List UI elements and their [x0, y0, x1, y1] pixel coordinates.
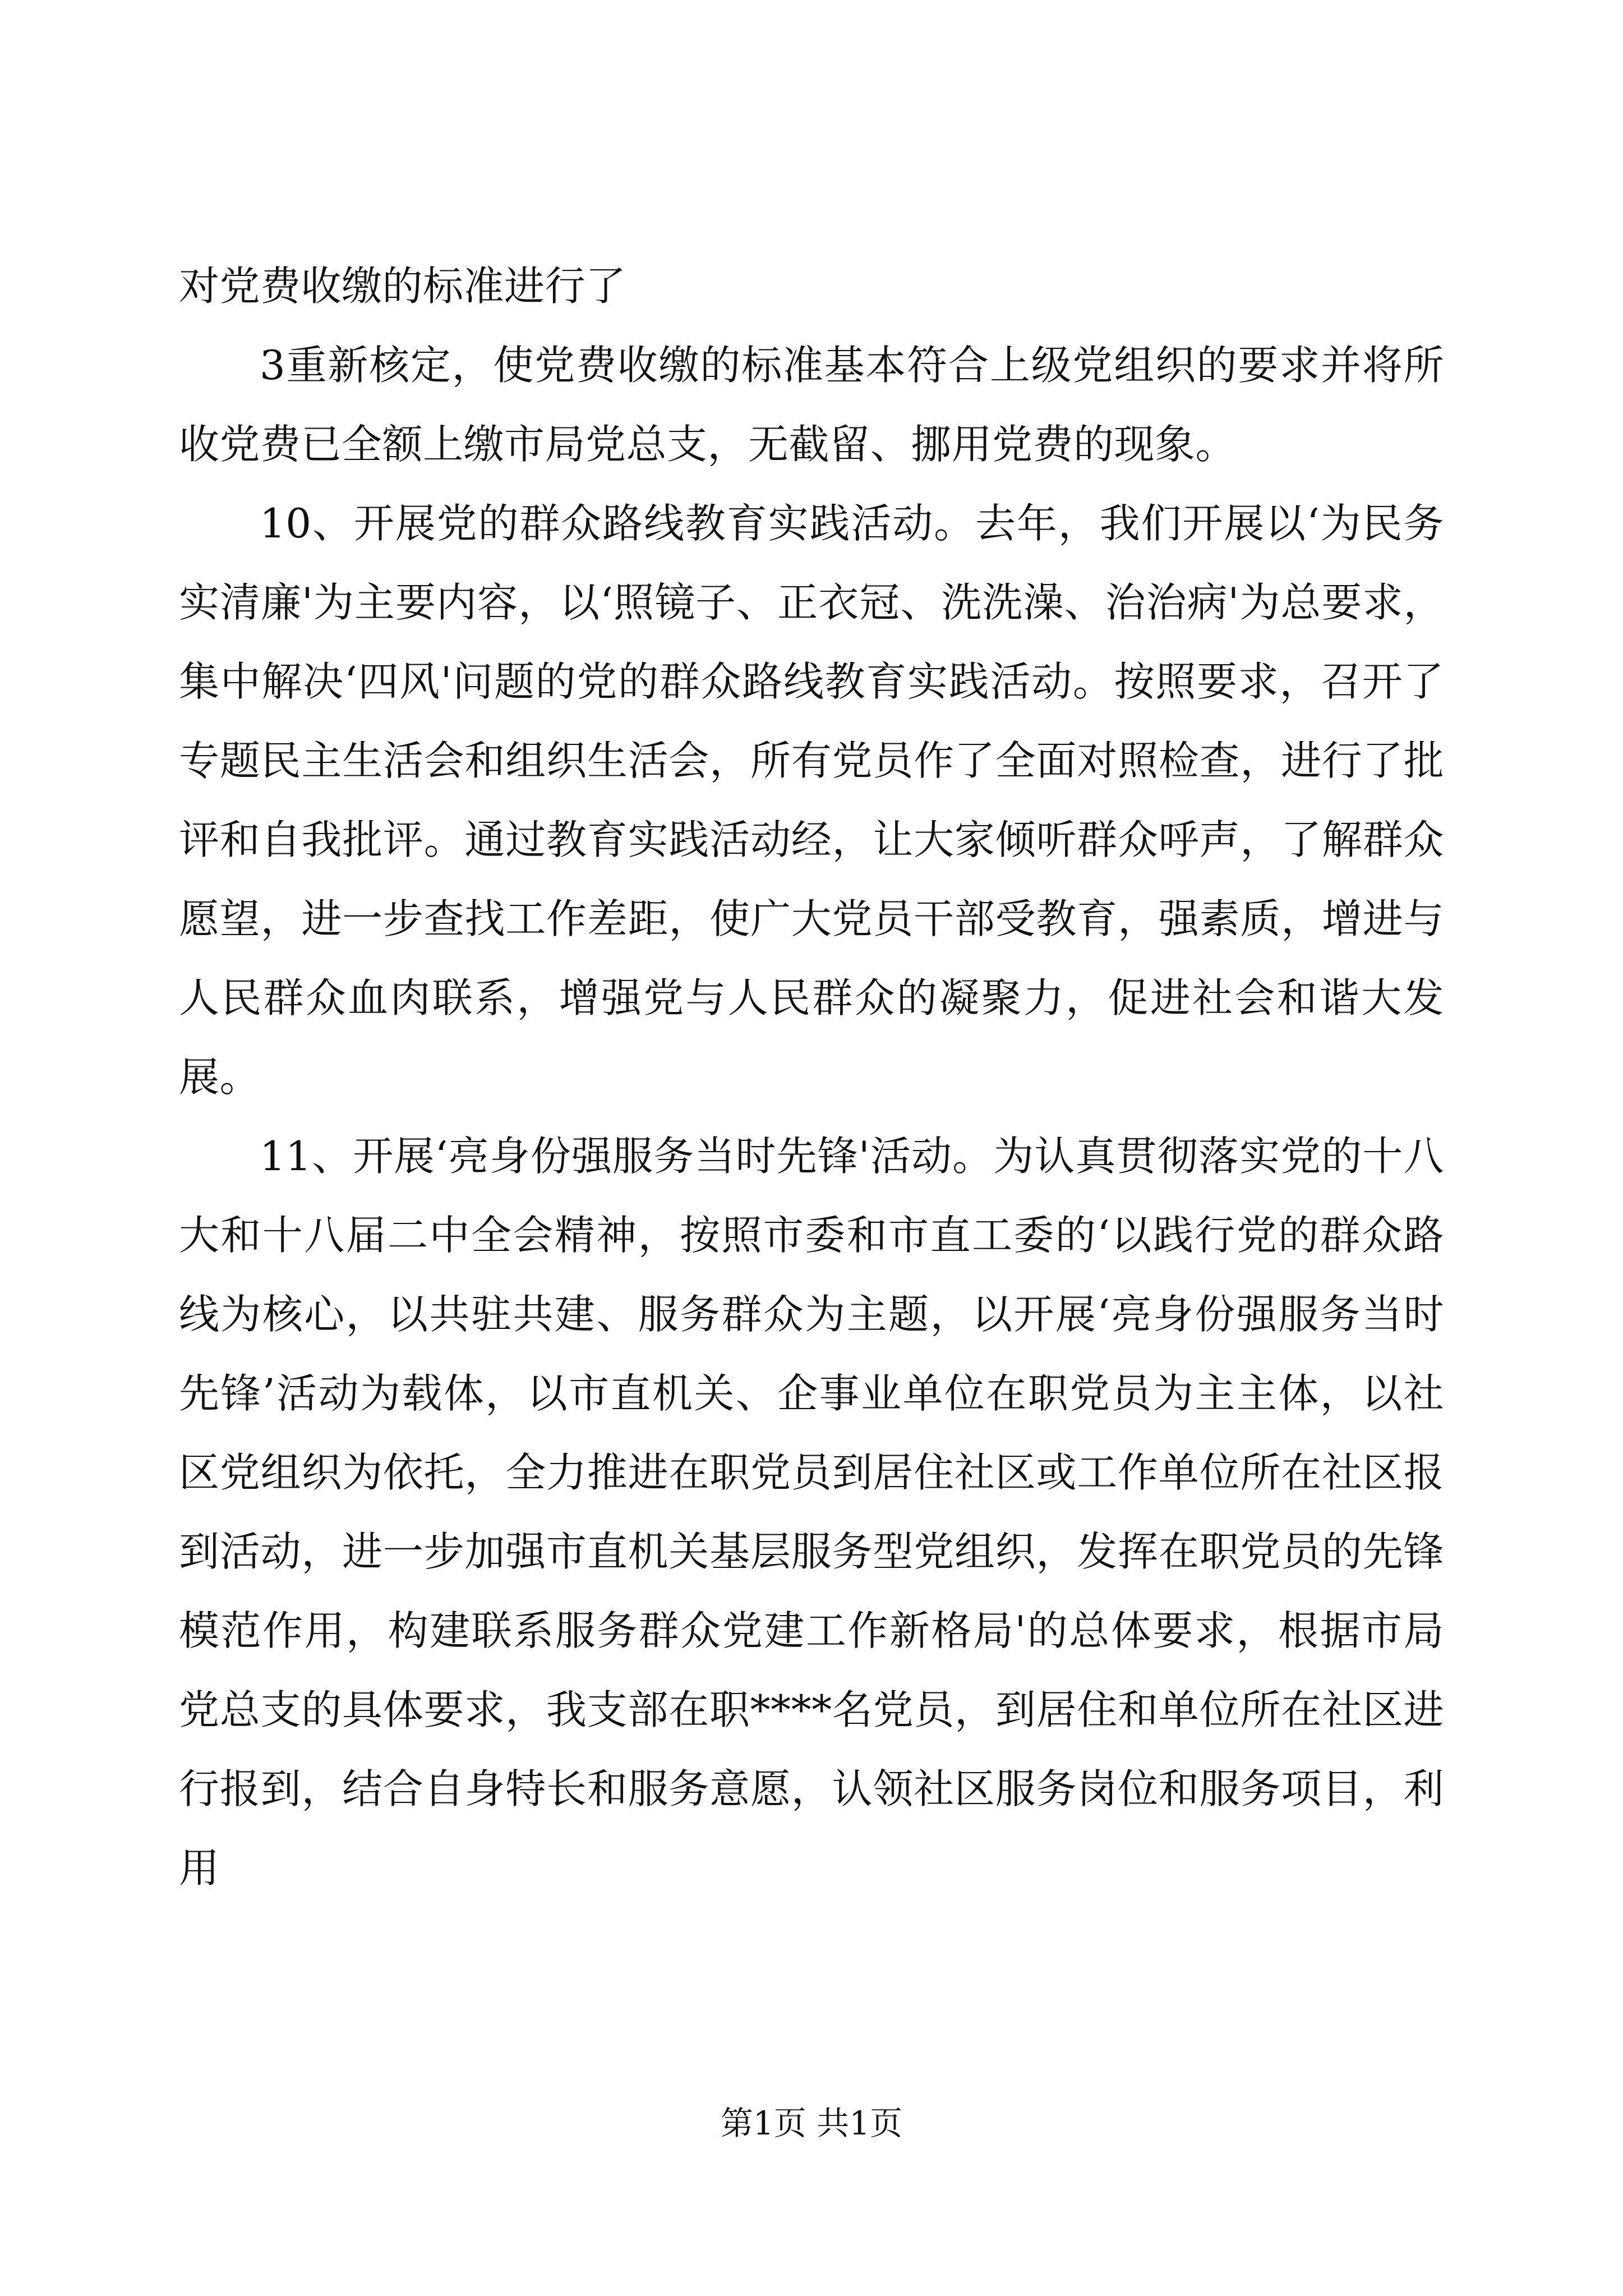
page-footer [0, 2101, 1623, 2146]
page-number: 第1页 共1页 [720, 2104, 903, 2142]
paragraph-1: 对党费收缴的标准进行了 [179, 263, 626, 310]
paragraph-2: 3重新核定，使党费收缴的标准基本符合上级党组织的要求并将所收党费已全额上缴市局党总支，无截留、挪用党费的现象。 [179, 342, 1444, 468]
paragraph-4: 11、开展‘亮身份强服务当时先锋'活动。为认真贯彻落实党的十八大和十八届二中全会精神，按照市委和市直工委的‘以践行党的群众路线为核心，以共驻共建、服务群众为主题，以开展‘亮身份强服务当时先锋’活动为载体，以市直机关、企事业单位在职党员为主主体，以社区党组织为依托，全力推进在职党员到居住社区或工作单位所在社区报到活动，进一步加强市直机关基层服务型党组织，发挥在职党员的先锋模范作用，构建联系服务群众党建工作新格局'的总体要求，根据市局党总支的具体要求，我支部在职****名党员，到居住和单位所在社区进行报到，结合自身特长和服务意愿，认领社区服务岗位和服务项目，利用 [179, 1133, 1444, 1892]
paragraph-3: 10、开展党的群众路线教育实践活动。去年，我们开展以‘为民务实清廉'为主要内容，以‘照镜子、正衣冠、洗洗澡、治治病'为总要求，集中解决‘四风'问题的党的群众路线教育实践活动。按照要求，召开了专题民主生活会和组织生活会，所有党员作了全面对照检查，进行了批评和自我批评。通过教育实践活动经，让大家倾听群众呼声，了解群众愿望，进一步查找工作差距，使广大党员干部受教育，强素质，增进与人民群众血肉联系，增强党与人民群众的凝聚力，促进社会和谐大发展。 [179, 500, 1444, 1101]
document-body [179, 247, 1444, 1908]
